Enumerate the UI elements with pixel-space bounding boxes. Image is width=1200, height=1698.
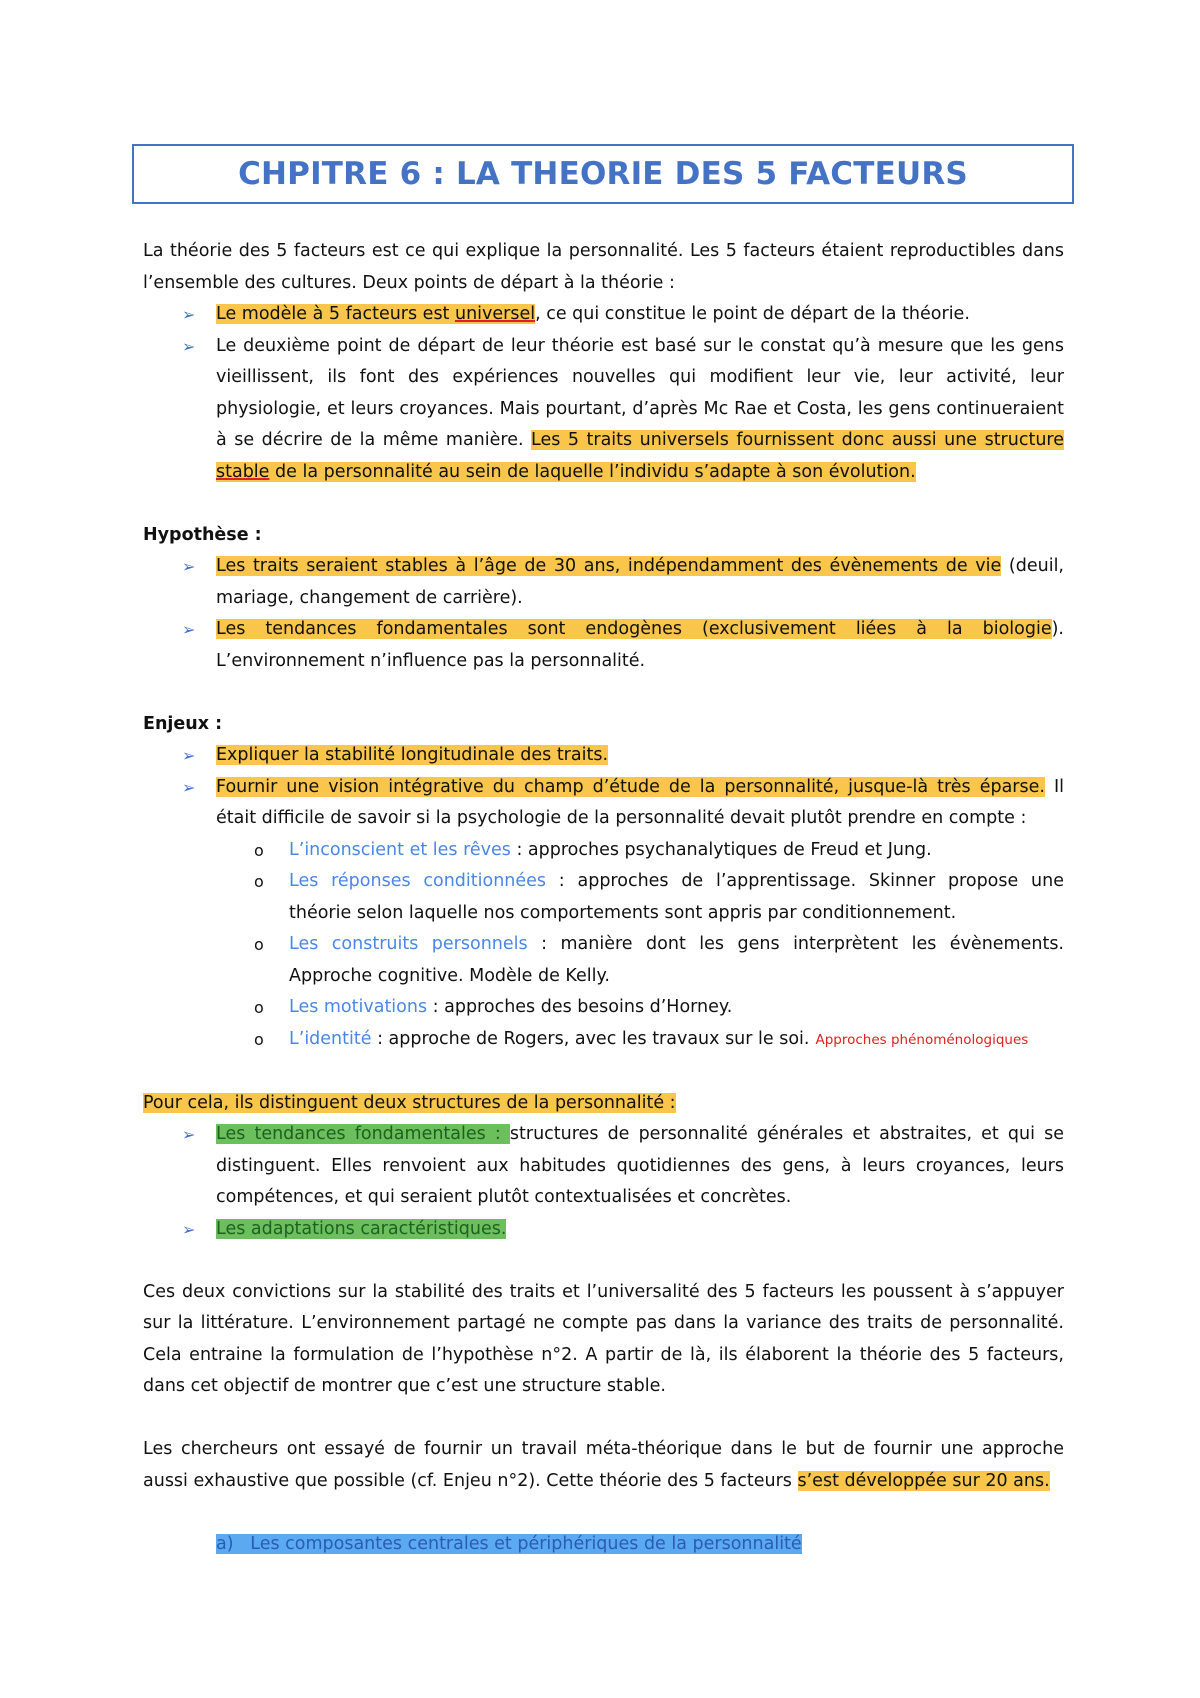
sub-item-term: Les construits personnels <box>289 934 528 954</box>
arrow-bullet-icon: ➢ <box>182 746 196 765</box>
sub-item-text: : approches de l’apprentissage. Skinner propose une théorie selon laquelle nos comportements sont appris par conditionnement. <box>289 871 1064 923</box>
structures-item-1 <box>143 1119 1064 1214</box>
chapter-title-box <box>132 144 1074 204</box>
sub-item-text: : approches des besoins d’Horney. <box>427 997 733 1017</box>
bullet-text: Le deuxième point de départ de leur théorie est basé sur le constat qu’à mesure que les gens vieillissent, ils font des expériences nouvelles qui modifient leur vie, leur activité, leur physiologie, et leurs croyances. Mais pourtant, d’après Mc Rae et Costa, les gens continueraient à se décrire de la même manière. <box>216 335 1064 450</box>
sub-item-term: L’inconscient et les rêves <box>289 839 511 860</box>
arrow-bullet-icon: ➢ <box>182 305 196 324</box>
highlighted-text: s’est développée sur 20 ans. <box>797 1470 1050 1491</box>
sub-item-text: : approches psychanalytiques de Freud et Jung. <box>510 839 932 860</box>
convictions-paragraph: Ces deux convictions sur la stabilité des traits et l’universalité des 5 facteurs les poussent à s’appuyer sur la littérature. L’environnement partagé ne compte pas dans la variance des traits de personnalité. Cela entraine la formulation de l’hypothèse n°2. A partir de là, ils élaborent la théorie des 5 facteurs, dans cet objectif de montrer que c’est une structure stable. <box>143 1281 1064 1396</box>
enjeux-sub-item <box>143 1024 1064 1057</box>
enjeux-sub-item <box>143 992 1064 1024</box>
enjeux-sub-item <box>143 835 1064 867</box>
circle-bullet-icon: o <box>254 935 264 954</box>
arrow-bullet-icon: ➢ <box>182 777 196 797</box>
arrow-bullet-icon: ➢ <box>182 557 196 576</box>
sub-item-term: L’identité <box>289 1028 372 1049</box>
underlined-word: stable <box>216 461 270 482</box>
hypothese-heading: Hypothèse : <box>143 524 262 545</box>
highlighted-text: Les tendances fondamentales sont endogènes (exclusivement liées à la biologie <box>216 619 1052 639</box>
arrow-bullet-icon: ➢ <box>182 620 196 639</box>
bullet-text: , ce qui constitue le point de départ de la théorie. <box>535 304 970 324</box>
hypothese-item-2 <box>143 614 1064 677</box>
hypothese-item-1 <box>143 551 1064 614</box>
margin-note: Approches phénoménologiques <box>815 1031 1029 1048</box>
bullet-text: structures de personnalité générales et abstraites, et qui se distinguent. Elles renvoient aux habitudes quotidiennes des gens, à leurs croyances, leurs compétences, et qui seraient plutôt contextualisées et concrètes. <box>216 1124 1064 1207</box>
circle-bullet-icon: o <box>254 840 264 860</box>
structures-heading: Pour cela, ils distinguent deux structures de la personnalité : <box>143 1092 676 1113</box>
enjeux-item-2 <box>143 772 1064 835</box>
sub-item-text: : manière dont les gens interprètent les évènements. Approche cognitive. Modèle de Kelly. <box>289 934 1064 986</box>
circle-bullet-icon: o <box>254 872 264 891</box>
sub-item-term: Les réponses conditionnées <box>289 871 547 891</box>
enjeux-sub-item <box>143 866 1064 929</box>
highlighted-text: Fournir une vision intégrative du champ d’étude de la personnalité, jusque-là très éparse. <box>216 776 1045 797</box>
bullet-text: (deuil, mariage, changement de carrière). <box>216 556 1064 608</box>
section-label: Les composantes centrales et périphériques de la personnalité <box>250 1533 802 1554</box>
sub-item-text: : approche de Rogers, avec les travaux sur le soi. <box>371 1028 810 1049</box>
underlined-word: universel <box>454 304 536 324</box>
highlighted-text: Les tendances fondamentales : <box>216 1124 510 1144</box>
circle-bullet-icon: o <box>254 1029 264 1049</box>
highlighted-text: Expliquer la stabilité longitudinale des traits. <box>216 745 609 765</box>
bullet-text: Il était difficile de savoir si la psychologie de la personnalité devait plutôt prendre en compte : <box>216 776 1064 828</box>
chapter-title: CHPITRE 6 : LA THEORIE DES 5 FACTEURS <box>238 156 968 192</box>
arrow-bullet-icon: ➢ <box>182 1125 196 1144</box>
enjeux-sub-item <box>143 929 1064 992</box>
arrow-bullet-icon: ➢ <box>182 336 196 356</box>
highlighted-text: Les traits seraient stables à l’âge de 30 ans, indépendamment des évènements de vie <box>216 556 1002 576</box>
enjeux-heading: Enjeux : <box>143 713 223 734</box>
highlighted-text: Les adaptations caractéristiques. <box>216 1218 507 1239</box>
intro-paragraph: La théorie des 5 facteurs est ce qui explique la personnalité. Les 5 facteurs étaient reproductibles dans l’ensemble des cultures. Deux points de départ à la théorie : <box>143 241 1064 293</box>
circle-bullet-icon: o <box>254 998 264 1017</box>
section-heading-a <box>143 1529 1064 1561</box>
highlighted-text: Les 5 traits universels fournissent donc aussi une structure stable de la personnalité au sein de laquelle l’individu s’adapte à son évolution. <box>216 430 1064 482</box>
structures-item-2 <box>143 1214 1064 1246</box>
section-letter: a) <box>216 1533 234 1554</box>
sub-item-term: Les motivations <box>289 997 428 1017</box>
bullet-text: ). L’environnement n’influence pas la personnalité. <box>216 619 1064 671</box>
highlighted-text: Le modèle à 5 facteurs est universel <box>216 304 536 324</box>
document-body <box>143 236 1064 1560</box>
starting-point-2 <box>143 331 1064 489</box>
meta-theory-paragraph: Les chercheurs ont essayé de fournir un travail méta-théorique dans le but de fournir une approche aussi exhaustive que possible (cf. Enjeu n°2). Cette théorie des 5 facteurs s’est développée sur 20 ans. <box>143 1439 1064 1491</box>
starting-point-1 <box>143 299 1064 331</box>
enjeux-item-1 <box>143 740 1064 772</box>
arrow-bullet-icon: ➢ <box>182 1219 196 1239</box>
section-heading-highlight <box>216 1534 802 1554</box>
